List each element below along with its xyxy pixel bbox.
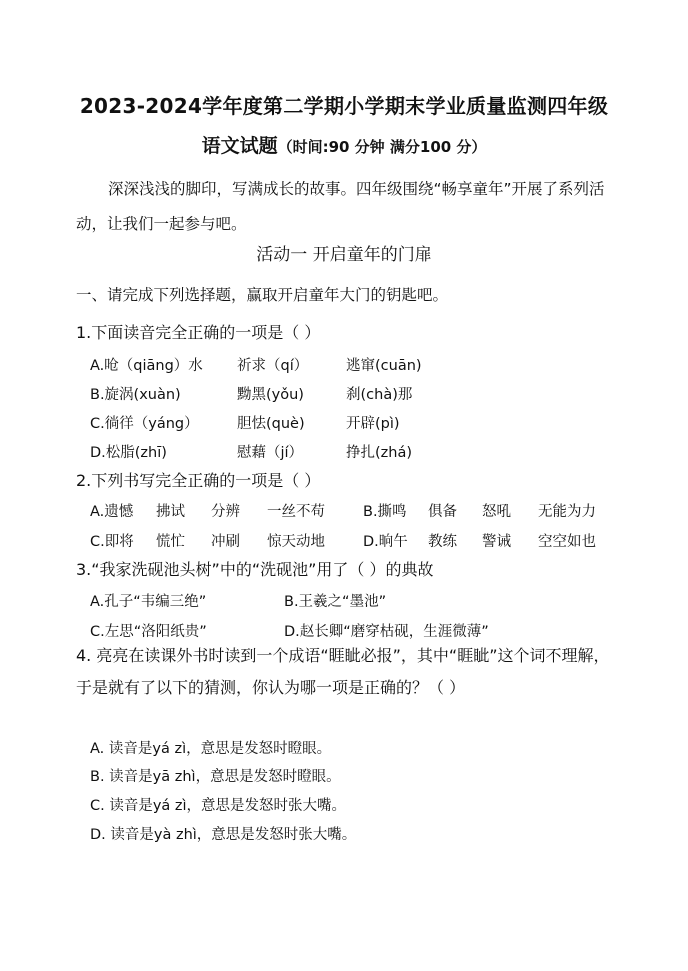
- option-cell: 祈求（qí）: [237, 358, 309, 374]
- option-cell: 慌忙: [156, 534, 185, 550]
- option-cell: 刹(chà)那: [346, 387, 413, 403]
- option-cell: 冲刷: [211, 534, 240, 550]
- option-cell: 警诫: [482, 534, 511, 550]
- question-4-option: C. 读音是yá zì，意思是发怒时张大嘴。: [90, 798, 347, 814]
- option-cell: 空空如也: [538, 534, 596, 550]
- section-title: 活动一 开启童年的门扉: [256, 245, 432, 265]
- option-cell: B.旋涡(xuàn): [90, 387, 181, 403]
- time-info: （时间:90 分钟 满分100 分）: [277, 138, 487, 156]
- question-4-stem: 4. 亮亮在读课外书时读到一个成语“睚眦必报”，其中“睚眦”这个词不理解，于是就有了以下的猜测，你认为哪一项是正确的？（ ）: [76, 646, 610, 697]
- option-cell: 慰藉（jí）: [237, 445, 304, 461]
- question-3-stem: 3.“我家洗砚池头树”中的“洗砚池”用了（ ）的典故: [76, 560, 434, 579]
- option-cell: D.晌午: [363, 534, 408, 550]
- part-heading: 一、请完成下列选择题，赢取开启童年大门的钥匙吧。: [76, 286, 449, 304]
- option-cell: 拂试: [156, 504, 185, 520]
- option-cell: C.左思“洛阳纸贵”: [90, 624, 207, 640]
- question-4-option: D. 读音是yà zhì，意思是发怒时张大嘴。: [90, 827, 357, 843]
- question-4-option: B. 读音是yā zhì，意思是发怒时瞪眼。: [90, 769, 341, 785]
- option-cell: 分辨: [211, 504, 240, 520]
- option-cell: 开辟(pì): [346, 416, 400, 432]
- question-2-stem: 2.下列书写完全正确的一项是（ ）: [76, 471, 321, 490]
- question-4-option: A. 读音是yá zì，意思是发怒时瞪眼。: [90, 741, 332, 757]
- option-cell: 逃窜(cuān): [346, 358, 422, 374]
- option-cell: A.孔子“韦编三绝”: [90, 594, 207, 610]
- option-cell: 无能为力: [538, 504, 596, 520]
- option-cell: 教练: [428, 534, 457, 550]
- option-cell: B.撕鸣: [363, 504, 407, 520]
- option-cell: 一丝不苟: [267, 504, 325, 520]
- option-cell: 怒吼: [482, 504, 511, 520]
- option-cell: 胆怯(què): [237, 416, 305, 432]
- subject-label: 语文试题: [201, 135, 278, 157]
- option-cell: 俱备: [428, 504, 457, 520]
- exam-title: 2023-2024学年度第二学期小学期末学业质量监测四年级: [79, 94, 609, 118]
- option-cell: C.徜徉（yáng）: [90, 416, 199, 432]
- option-cell: A.遗憾: [90, 504, 134, 520]
- intro-paragraph: 深深浅浅的脚印，写满成长的故事。四年级围绕“畅享童年”开展了系列活动，让我们一起参与吧。: [76, 180, 605, 233]
- exam-subtitle: [0, 131, 688, 158]
- option-cell: 黝黑(yǒu): [237, 387, 304, 403]
- question-1-stem: 1.下面读音完全正确的一项是（ ）: [76, 323, 321, 342]
- option-cell: A.呛（qiāng）水: [90, 358, 203, 374]
- option-cell: C.即将: [90, 534, 134, 550]
- option-cell: 挣扎(zhá): [346, 445, 413, 461]
- option-cell: 惊天动地: [267, 534, 325, 550]
- option-cell: D.松脂(zhī): [90, 445, 167, 461]
- option-cell: D.赵长卿“磨穿枯砚，生涯微薄”: [284, 624, 489, 640]
- option-cell: B.王羲之“墨池”: [284, 594, 387, 610]
